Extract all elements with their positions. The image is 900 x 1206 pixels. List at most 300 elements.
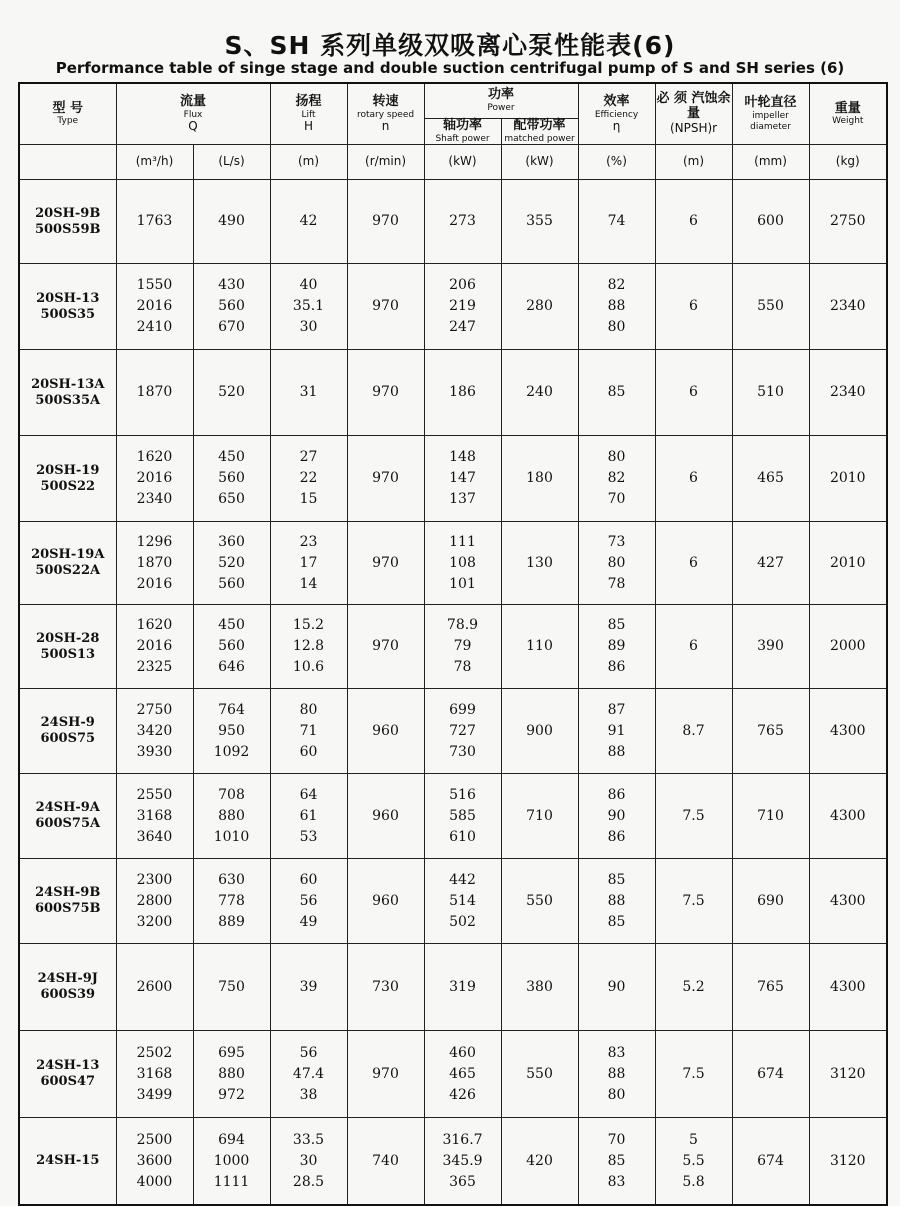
type-cell xyxy=(19,264,116,350)
flux-m3h-cell xyxy=(116,605,193,689)
table-row xyxy=(19,944,887,1031)
npsh-cell xyxy=(655,1031,732,1118)
table-row xyxy=(19,180,887,264)
npsh-cell xyxy=(655,522,732,605)
speed-cell: 970 xyxy=(347,350,424,436)
cell-value: 12.8 xyxy=(292,638,325,655)
lift-cell xyxy=(270,1118,347,1206)
header-type: 型 号 Type xyxy=(19,83,116,145)
cell-value: 87 xyxy=(607,701,626,718)
impeller-cell: 465 xyxy=(732,436,809,522)
flux-ls-cell xyxy=(193,605,270,689)
weight-cell: 2000 xyxy=(809,605,887,689)
weight-cell: 4300 xyxy=(809,689,887,774)
cell-value: 56 xyxy=(299,892,318,909)
cell-value: 78.9 xyxy=(446,617,479,634)
speed-cell: 970 xyxy=(347,180,424,264)
cell-value: 889 xyxy=(218,913,245,930)
cell-value: 516 xyxy=(449,786,476,803)
cell-value: 89 xyxy=(607,638,626,655)
cell-value: 502 xyxy=(449,913,476,930)
matched-power-cell: 550 xyxy=(501,1031,578,1118)
speed-cell: 730 xyxy=(347,944,424,1031)
flux-ls-cell xyxy=(193,264,270,350)
cell-value: 137 xyxy=(449,491,476,508)
cell-value: 450 xyxy=(218,449,245,466)
type-cell xyxy=(19,1031,116,1118)
flux-m3h-cell xyxy=(116,264,193,350)
weight-cell: 4300 xyxy=(809,774,887,859)
type-cell xyxy=(19,689,116,774)
cell-value: 3168 xyxy=(136,1065,173,1082)
cell-value: 88 xyxy=(607,743,626,760)
cell-value: 30 xyxy=(299,1152,318,1169)
efficiency-cell xyxy=(578,180,655,264)
cell-value: 460 xyxy=(449,1044,476,1061)
cell-value: 500S59B xyxy=(34,221,101,237)
efficiency-cell xyxy=(578,1031,655,1118)
cell-value: 7.5 xyxy=(682,1065,705,1082)
flux-m3h-cell xyxy=(116,350,193,436)
cell-value: 79 xyxy=(453,638,472,655)
cell-value: 1870 xyxy=(136,554,173,571)
weight-cell: 3120 xyxy=(809,1031,887,1118)
cell-value: 500S22A xyxy=(35,563,101,579)
cell-value: 28.5 xyxy=(292,1173,325,1190)
impeller-cell: 690 xyxy=(732,859,809,944)
cell-value: 80 xyxy=(607,449,626,466)
unit-cell: (kW) xyxy=(501,145,578,180)
cell-value: 585 xyxy=(449,807,476,824)
cell-value: 3930 xyxy=(136,743,173,760)
type-cell xyxy=(19,774,116,859)
table-row xyxy=(19,522,887,605)
table-row xyxy=(19,605,887,689)
cell-value: 85 xyxy=(607,1152,626,1169)
cell-value: 1000 xyxy=(213,1152,250,1169)
cell-value: 15.2 xyxy=(292,617,325,634)
lift-cell xyxy=(270,350,347,436)
cell-value: 2325 xyxy=(136,659,173,676)
cell-value: 345.9 xyxy=(442,1152,483,1169)
speed-cell: 970 xyxy=(347,1031,424,1118)
cell-value: 560 xyxy=(218,638,245,655)
cell-value: 670 xyxy=(218,319,245,336)
cell-value: 2016 xyxy=(136,575,173,592)
cell-value: 42 xyxy=(299,213,318,230)
weight-cell: 2340 xyxy=(809,264,887,350)
cell-value: 24SH-9B xyxy=(35,885,101,901)
cell-value: 85 xyxy=(607,617,626,634)
cell-value: 73 xyxy=(607,533,626,550)
header-efficiency: 效率 Efficiency η xyxy=(578,83,655,145)
table-row xyxy=(19,859,887,944)
matched-power-cell: 110 xyxy=(501,605,578,689)
flux-ls-cell xyxy=(193,350,270,436)
page-subtitle: Performance table of singe stage and double suction centrifugal pump of S and SH series (6) xyxy=(55,59,845,77)
cell-value: 1620 xyxy=(136,617,173,634)
cell-value: 6 xyxy=(689,298,698,315)
cell-value: 695 xyxy=(218,1044,245,1061)
cell-value: 1870 xyxy=(136,384,173,401)
efficiency-cell xyxy=(578,522,655,605)
cell-value: 111 xyxy=(449,533,476,550)
cell-value: 15 xyxy=(299,491,318,508)
matched-power-cell: 180 xyxy=(501,436,578,522)
cell-value: 490 xyxy=(218,213,245,230)
cell-value: 20SH-28 xyxy=(36,630,100,646)
cell-value: 646 xyxy=(218,659,245,676)
weight-cell: 4300 xyxy=(809,859,887,944)
weight-cell: 2340 xyxy=(809,350,887,436)
cell-value: 500S13 xyxy=(40,646,96,662)
efficiency-cell xyxy=(578,350,655,436)
cell-value: 750 xyxy=(218,978,245,995)
cell-value: 20SH-19A xyxy=(31,547,105,563)
cell-value: 520 xyxy=(218,554,245,571)
cell-value: 426 xyxy=(449,1086,476,1103)
cell-value: 33.5 xyxy=(292,1131,325,1148)
cell-value: 3499 xyxy=(136,1086,173,1103)
cell-value: 23 xyxy=(299,533,318,550)
matched-power-cell: 900 xyxy=(501,689,578,774)
cell-value: 64 xyxy=(299,786,318,803)
cell-value: 6 xyxy=(689,384,698,401)
cell-value: 80 xyxy=(299,701,318,718)
impeller-cell: 710 xyxy=(732,774,809,859)
efficiency-cell xyxy=(578,436,655,522)
cell-value: 60 xyxy=(299,871,318,888)
npsh-cell xyxy=(655,859,732,944)
cell-value: 20SH-9B xyxy=(35,205,101,221)
table-row xyxy=(19,436,887,522)
cell-value: 1092 xyxy=(213,743,250,760)
cell-value: 5.8 xyxy=(682,1173,705,1190)
cell-value: 6 xyxy=(689,470,698,487)
cell-value: 206 xyxy=(449,277,476,294)
cell-value: 2502 xyxy=(136,1044,173,1061)
cell-value: 442 xyxy=(449,871,476,888)
page-title: S、SH 系列单级双吸离心泵性能表(6) xyxy=(224,31,676,60)
cell-value: 560 xyxy=(218,298,245,315)
lift-cell xyxy=(270,689,347,774)
type-cell xyxy=(19,180,116,264)
flux-ls-cell xyxy=(193,1031,270,1118)
cell-value: 500S35A xyxy=(35,392,101,408)
cell-value: 365 xyxy=(449,1173,476,1190)
cell-value: 2016 xyxy=(136,298,173,315)
cell-value: 24SH-13 xyxy=(36,1058,100,1074)
flux-ls-cell xyxy=(193,436,270,522)
cell-value: 600S75B xyxy=(34,901,101,917)
table-row xyxy=(19,264,887,350)
cell-value: 24SH-9 xyxy=(40,715,95,731)
cell-value: 53 xyxy=(299,828,318,845)
cell-value: 1111 xyxy=(213,1173,250,1190)
cell-value: 600S75 xyxy=(40,731,96,747)
table-row xyxy=(19,1031,887,1118)
npsh-cell xyxy=(655,264,732,350)
shaft-power-cell xyxy=(424,774,501,859)
shaft-power-cell xyxy=(424,859,501,944)
cell-value: 2300 xyxy=(136,871,173,888)
cell-value: 78 xyxy=(453,659,472,676)
impeller-cell: 674 xyxy=(732,1031,809,1118)
type-cell xyxy=(19,1118,116,1206)
npsh-cell xyxy=(655,689,732,774)
flux-m3h-cell xyxy=(116,1031,193,1118)
cell-value: 91 xyxy=(607,722,626,739)
cell-value: 1550 xyxy=(136,277,173,294)
cell-value: 514 xyxy=(449,892,476,909)
cell-value: 319 xyxy=(449,978,476,995)
lift-cell xyxy=(270,859,347,944)
flux-ls-cell xyxy=(193,689,270,774)
cell-value: 630 xyxy=(218,871,245,888)
type-cell xyxy=(19,944,116,1031)
header-weight: 重量 Weight xyxy=(809,83,887,145)
type-cell xyxy=(19,859,116,944)
cell-value: 85 xyxy=(607,913,626,930)
impeller-cell: 510 xyxy=(732,350,809,436)
lift-cell xyxy=(270,180,347,264)
efficiency-cell xyxy=(578,859,655,944)
cell-value: 31 xyxy=(299,384,318,401)
cell-value: 972 xyxy=(218,1086,245,1103)
npsh-cell xyxy=(655,774,732,859)
lift-cell xyxy=(270,944,347,1031)
flux-m3h-cell xyxy=(116,522,193,605)
shaft-power-cell xyxy=(424,1031,501,1118)
cell-value: 247 xyxy=(449,319,476,336)
cell-value: 56 xyxy=(299,1044,318,1061)
cell-value: 273 xyxy=(449,213,476,230)
cell-value: 88 xyxy=(607,892,626,909)
cell-value: 83 xyxy=(607,1044,626,1061)
flux-m3h-cell xyxy=(116,944,193,1031)
cell-value: 3420 xyxy=(136,722,173,739)
cell-value: 40 xyxy=(299,277,318,294)
efficiency-cell xyxy=(578,1118,655,1206)
cell-value: 2750 xyxy=(136,701,173,718)
flux-m3h-cell xyxy=(116,180,193,264)
cell-value: 6 xyxy=(689,213,698,230)
cell-value: 86 xyxy=(607,828,626,845)
flux-ls-cell xyxy=(193,180,270,264)
cell-value: 35.1 xyxy=(292,298,325,315)
weight-cell: 2750 xyxy=(809,180,887,264)
cell-value: 316.7 xyxy=(442,1131,483,1148)
cell-value: 610 xyxy=(449,828,476,845)
cell-value: 10.6 xyxy=(292,659,325,676)
type-cell xyxy=(19,350,116,436)
cell-value: 2800 xyxy=(136,892,173,909)
matched-power-cell: 420 xyxy=(501,1118,578,1206)
table-row xyxy=(19,774,887,859)
cell-value: 880 xyxy=(218,807,245,824)
cell-value: 30 xyxy=(299,319,318,336)
shaft-power-cell xyxy=(424,180,501,264)
cell-value: 2600 xyxy=(136,978,173,995)
cell-value: 39 xyxy=(299,978,318,995)
cell-value: 360 xyxy=(218,533,245,550)
cell-value: 88 xyxy=(607,1065,626,1082)
cell-value: 6 xyxy=(689,638,698,655)
efficiency-cell xyxy=(578,264,655,350)
cell-value: 38 xyxy=(299,1086,318,1103)
flux-ls-cell xyxy=(193,859,270,944)
header-impeller-diameter: 叶轮直径 impeller diameter xyxy=(732,83,809,145)
unit-cell: (m) xyxy=(655,145,732,180)
cell-value: 650 xyxy=(218,491,245,508)
cell-value: 500S22 xyxy=(40,478,96,494)
matched-power-cell: 355 xyxy=(501,180,578,264)
cell-value: 90 xyxy=(607,978,626,995)
header-speed: 转速 rotary speed n xyxy=(347,83,424,145)
shaft-power-cell xyxy=(424,350,501,436)
impeller-cell: 600 xyxy=(732,180,809,264)
speed-cell: 960 xyxy=(347,859,424,944)
cell-value: 27 xyxy=(299,449,318,466)
flux-m3h-cell xyxy=(116,436,193,522)
cell-value: 2016 xyxy=(136,638,173,655)
cell-value: 20SH-13A xyxy=(31,376,105,392)
lift-cell xyxy=(270,1031,347,1118)
flux-m3h-cell xyxy=(116,1118,193,1206)
shaft-power-cell xyxy=(424,264,501,350)
unit-cell: (%) xyxy=(578,145,655,180)
weight-cell: 4300 xyxy=(809,944,887,1031)
flux-ls-cell xyxy=(193,1118,270,1206)
cell-value: 500S35 xyxy=(40,306,96,322)
npsh-cell xyxy=(655,436,732,522)
header-shaft-power: 轴功率 Shaft power xyxy=(424,119,501,145)
type-cell xyxy=(19,436,116,522)
table-row xyxy=(19,689,887,774)
efficiency-cell xyxy=(578,774,655,859)
speed-cell: 740 xyxy=(347,1118,424,1206)
cell-value: 727 xyxy=(449,722,476,739)
cell-value: 85 xyxy=(607,384,626,401)
shaft-power-cell xyxy=(424,944,501,1031)
cell-value: 80 xyxy=(607,1086,626,1103)
cell-value: 2550 xyxy=(136,786,173,803)
cell-value: 148 xyxy=(449,449,476,466)
impeller-cell: 765 xyxy=(732,944,809,1031)
header-npsh: 必 须 汽蚀余量 (NPSH)r xyxy=(655,83,732,145)
cell-value: 61 xyxy=(299,807,318,824)
cell-value: 80 xyxy=(607,319,626,336)
unit-cell: (r/min) xyxy=(347,145,424,180)
shaft-power-cell xyxy=(424,605,501,689)
npsh-cell xyxy=(655,180,732,264)
cell-value: 186 xyxy=(449,384,476,401)
cell-value: 560 xyxy=(218,575,245,592)
flux-ls-cell xyxy=(193,774,270,859)
cell-value: 14 xyxy=(299,575,318,592)
cell-value: 600S75A xyxy=(35,816,101,832)
cell-value: 7.5 xyxy=(682,807,705,824)
npsh-cell xyxy=(655,944,732,1031)
units-row xyxy=(19,145,887,180)
cell-value: 71 xyxy=(299,722,318,739)
cell-value: 5.2 xyxy=(682,978,705,995)
lift-cell xyxy=(270,264,347,350)
cell-value: 85 xyxy=(607,871,626,888)
shaft-power-cell xyxy=(424,1118,501,1206)
weight-cell: 2010 xyxy=(809,436,887,522)
cell-value: 47.4 xyxy=(292,1065,325,1082)
unit-cell: (kW) xyxy=(424,145,501,180)
cell-value: 88 xyxy=(607,298,626,315)
weight-cell: 3120 xyxy=(809,1118,887,1206)
speed-cell: 960 xyxy=(347,689,424,774)
impeller-cell: 674 xyxy=(732,1118,809,1206)
npsh-cell xyxy=(655,1118,732,1206)
cell-value: 1763 xyxy=(136,213,173,230)
impeller-cell: 765 xyxy=(732,689,809,774)
cell-value: 219 xyxy=(449,298,476,315)
cell-value: 80 xyxy=(607,554,626,571)
cell-value: 101 xyxy=(449,575,476,592)
flux-m3h-cell xyxy=(116,774,193,859)
impeller-cell: 427 xyxy=(732,522,809,605)
cell-value: 1010 xyxy=(213,828,250,845)
shaft-power-cell xyxy=(424,522,501,605)
cell-value: 3200 xyxy=(136,913,173,930)
cell-value: 450 xyxy=(218,617,245,634)
cell-value: 560 xyxy=(218,470,245,487)
cell-value: 8.7 xyxy=(682,722,705,739)
cell-value: 17 xyxy=(299,554,318,571)
impeller-cell: 390 xyxy=(732,605,809,689)
cell-value: 147 xyxy=(449,470,476,487)
unit-cell: (kg) xyxy=(809,145,887,180)
header-lift: 扬程 Lift H xyxy=(270,83,347,145)
header-matched-power: 配带功率 matched power xyxy=(501,119,578,145)
matched-power-cell: 130 xyxy=(501,522,578,605)
cell-value: 950 xyxy=(218,722,245,739)
cell-value: 22 xyxy=(299,470,318,487)
cell-value: 82 xyxy=(607,470,626,487)
table-row xyxy=(19,350,887,436)
cell-value: 465 xyxy=(449,1065,476,1082)
cell-value: 4000 xyxy=(136,1173,173,1190)
weight-cell: 2010 xyxy=(809,522,887,605)
matched-power-cell: 380 xyxy=(501,944,578,1031)
cell-value: 24SH-15 xyxy=(36,1153,100,1169)
cell-value: 70 xyxy=(607,1131,626,1148)
cell-value: 699 xyxy=(449,701,476,718)
cell-value: 82 xyxy=(607,277,626,294)
cell-value: 730 xyxy=(449,743,476,760)
matched-power-cell: 710 xyxy=(501,774,578,859)
lift-cell xyxy=(270,436,347,522)
flux-ls-cell xyxy=(193,944,270,1031)
impeller-cell: 550 xyxy=(732,264,809,350)
cell-value: 20SH-19 xyxy=(36,462,100,478)
flux-m3h-cell xyxy=(116,689,193,774)
cell-value: 600S47 xyxy=(40,1074,96,1090)
cell-value: 778 xyxy=(218,892,245,909)
table-row xyxy=(19,1118,887,1206)
cell-value: 2016 xyxy=(136,470,173,487)
speed-cell: 960 xyxy=(347,774,424,859)
speed-cell: 970 xyxy=(347,605,424,689)
type-cell xyxy=(19,522,116,605)
cell-value: 708 xyxy=(218,786,245,803)
cell-value: 2340 xyxy=(136,491,173,508)
